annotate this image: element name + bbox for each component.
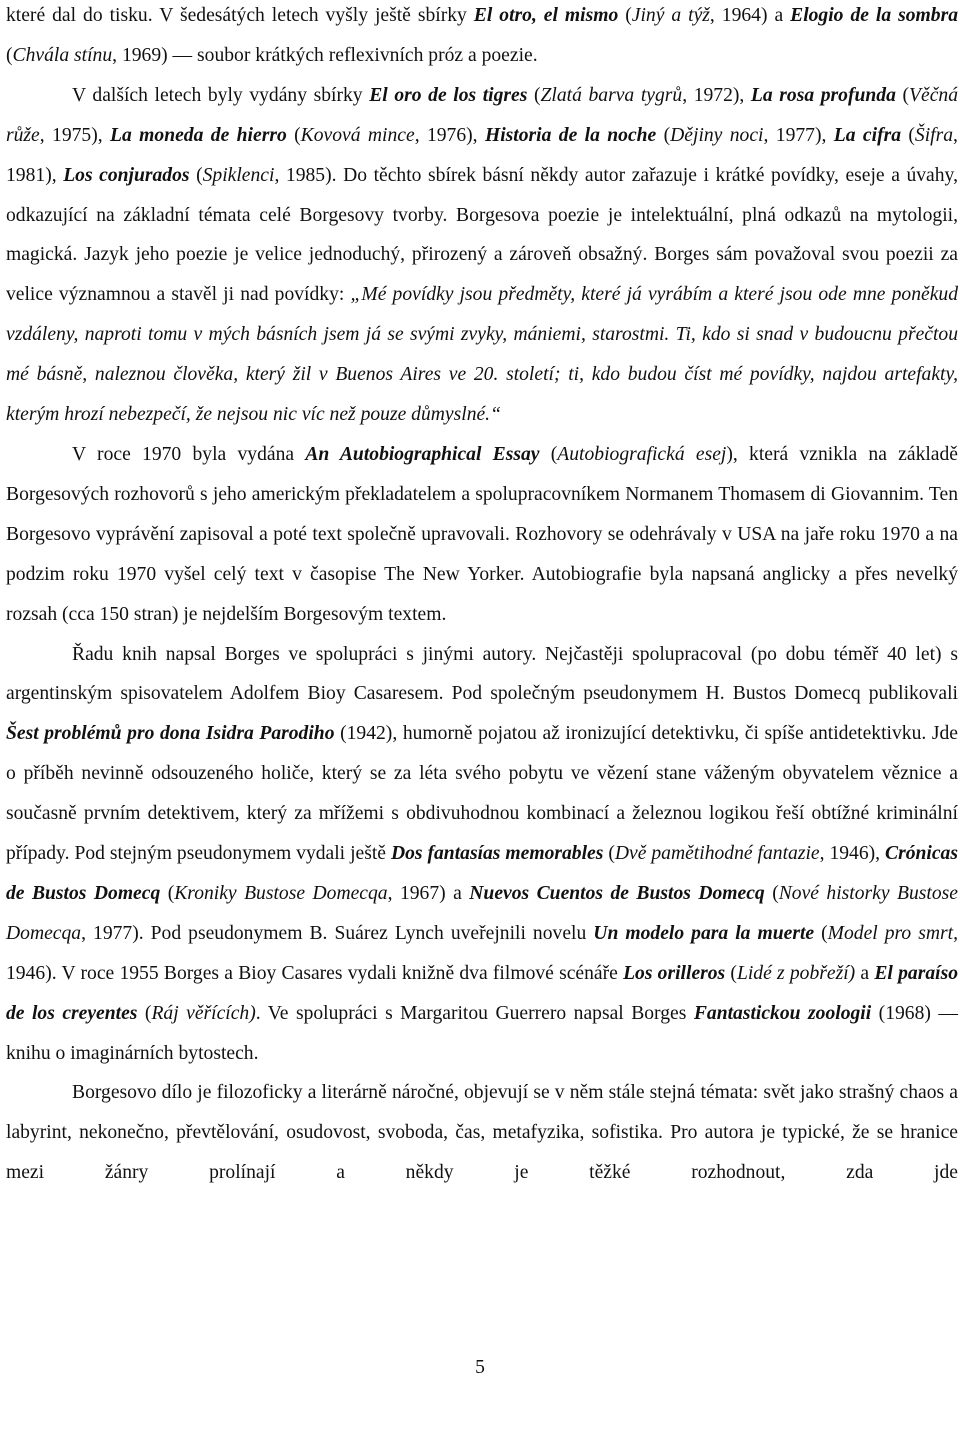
text-run: ( — [901, 124, 915, 146]
emphasized-title: „Mé povídky jsou předměty, které já vyrábím a které jsou ode mne poněkud vzdáleny, naproti tomu v mých básních jsem já se svými zvyky, mániemi, starostmi. Ti, kdo si snad v budoucnu přečtou mé básně, naleznou člověka, který žil v Buenos Aires ve 20. století; ti, kdo budou číst mé povídky, najdou artefakty, kterým hrozí nebezpečí, že nejsou nic víc než pouze důmyslné.“ — [6, 284, 958, 426]
emphasized-title: Elogio de la sombra — [790, 5, 958, 26]
emphasized-title: El oro de los tigres — [369, 84, 528, 106]
paragraph-5 — [6, 1073, 958, 1193]
emphasized-title: El otro, el mismo — [473, 5, 619, 26]
emphasized-title: An Autobiographical Essay — [305, 443, 540, 465]
text-run: (1968) — knihu o imaginárních bytostech. — [6, 1002, 958, 1064]
text-run: ), která vznikla na základě Borgesových rozhovorů s jeho americkým překladatelem a spolupracovníkem Normanem Thomasem di Giovannim. Ten Borgesovo vyprávění zapisoval a poté text společně upravovali. Rozhovory se odehrávaly v USA na jaře roku 1970 a na podzim roku 1970 vyšel celý text v časopise The New Yorker. Autobiografie byla napsaná anglicky a přes nevelký rozsah (cca 150 stran) je nejdelším Borgesovým textem. — [6, 443, 958, 625]
text-run: ( — [603, 843, 615, 865]
text-run: ( — [286, 124, 301, 146]
text-run: ( — [137, 1002, 152, 1024]
text-run: ( — [160, 882, 175, 904]
emphasized-title: Dějiny noci — [670, 124, 764, 146]
paragraph-2 — [6, 76, 958, 435]
emphasized-title: Los orilleros — [623, 962, 726, 984]
text-run: , 1981), — [6, 124, 958, 186]
emphasized-title: Model pro smrt, — [827, 922, 959, 944]
text-run: , 1976), — [414, 124, 485, 146]
emphasized-title: Chvála stínu — [12, 44, 113, 66]
text-run: V roce 1970 byla vydána — [72, 443, 306, 465]
text-run: , 1946), — [819, 843, 886, 865]
text-run: ( — [814, 922, 828, 944]
emphasized-title: Lidé z pobřeží) — [736, 962, 856, 984]
text-run: (1942), humorně pojatou až ironizující detektivku, či spíše antidetektivku. Jde o příběh nevinně odsouzeného holiče, který se za léta svého pobytu ve vězení stane váženým obyvatelem věznice a současně prvním detektivem, který za mřížemi s obdivuhodnou kombinací a železnou logikou řeší obtížné kriminální případy. Pod stejným pseudonymem vydali ještě — [6, 723, 958, 865]
text-run: ( — [725, 962, 737, 984]
text-run: , 1985). Do těchto sbírek básní někdy autor zařazuje i krátké povídky, eseje a úvahy, odkazující na základní témata celé Borgesovy tvorby. Borgesova poezie je intelektuální, plná odkazů na mytologii, magická. Jazyk jeho poezie je velice jednoduchý, přirozený a zároveň obsažný. Borges sám považoval svou poezii za velice významnou a stavěl ji nad povídky: — [6, 164, 958, 306]
text-run: ( — [6, 44, 13, 66]
paragraph-4 — [6, 635, 958, 1074]
emphasized-title: La rosa profunda — [750, 84, 896, 106]
emphasized-title: Kovová mince — [300, 124, 415, 146]
text-run: ( — [895, 84, 910, 106]
emphasized-title: Ráj věřících) — [151, 1002, 256, 1024]
emphasized-title: Dos fantasías memorables — [390, 843, 604, 865]
text-run: , 1969) — soubor krátkých reflexivních próz a poezie. — [112, 44, 538, 66]
emphasized-title: Zlatá barva tygrů — [540, 84, 683, 106]
text-run: ( — [764, 882, 779, 904]
emphasized-title: Un modelo para la muerte — [593, 922, 815, 944]
text-run: , 1964) a — [709, 5, 791, 26]
text-run: , 1977), — [763, 124, 834, 146]
emphasized-title: Fantastickou zoologii — [693, 1002, 872, 1024]
text-run: V dalších letech byly vydány sbírky — [72, 84, 370, 106]
text-run: ( — [527, 84, 541, 106]
emphasized-title: La moneda de hierro — [110, 124, 287, 146]
emphasized-title: Historia de la noche — [484, 124, 657, 146]
emphasized-title: Los conjurados — [63, 164, 190, 186]
text-run: Borgesovo dílo je filozoficky a literárně náročné, objevují se v něm stále stejná témata: svět jako strašný chaos a labyrint, nekonečno, převtělování, osudovost, svoboda, čas, metafyzika, sofistika. Pro autora je typické, že se hranice mezi žánry prolínají a někdy je těžké rozhodnout, zda jde — [6, 1082, 958, 1184]
page-number: 5 — [475, 1357, 485, 1378]
text-run: , 1972), — [682, 84, 751, 106]
text-run: 1946). V roce 1955 Borges a Bioy Casares vydali knižně dva filmové scénáře — [6, 962, 624, 984]
emphasized-title: El paraíso de los creyentes — [6, 962, 958, 1024]
text-run: Řadu knih napsal Borges ve spolupráci s jinými autory. Nejčastěji spolupracoval (po dobu téměř 40 let) s argentinským spisovatelem Adolfem Bioy Casaresem. Pod společným pseudonymem H. Bustos Domecq publikovali — [6, 643, 958, 705]
text-run: ( — [656, 124, 671, 146]
emphasized-title: Spiklenci — [202, 164, 275, 186]
paragraph-1 — [6, 0, 958, 76]
emphasized-title: Šifra — [914, 124, 954, 146]
text-run: ( — [539, 443, 558, 465]
text-run: a — [855, 962, 875, 984]
text-run: ( — [618, 5, 632, 26]
emphasized-title: La cifra — [833, 124, 902, 146]
text-run: , 1977). Pod pseudonymem B. Suárez Lynch uveřejnili novelu — [81, 922, 594, 944]
emphasized-title: Crónicas de Bustos Domecq — [6, 843, 958, 904]
text-run: ( — [189, 164, 203, 186]
text-run: , 1975), — [39, 124, 111, 146]
emphasized-title: Jiný a týž — [631, 5, 710, 26]
emphasized-title: Kroniky Bustose Domecqa — [174, 882, 388, 904]
text-run: které dal do tisku. V šedesátých letech vyšly ještě sbírky — [6, 5, 474, 26]
paragraph-3 — [6, 435, 958, 635]
emphasized-title: Nuevos Cuentos de Bustos Domecq — [469, 882, 765, 904]
text-run: . Ve spolupráci s Margaritou Guerrero napsal Borges — [255, 1002, 694, 1024]
document-page — [6, 0, 958, 1193]
text-run: , 1967) a — [387, 882, 470, 904]
emphasized-title: Věčná růže — [6, 84, 958, 146]
emphasized-title: Nové historky Bustose Domecqa — [6, 882, 958, 944]
emphasized-title: Šest problémů pro dona Isidra Parodiho — [6, 723, 335, 745]
emphasized-title: Autobiografická esej — [557, 443, 727, 465]
emphasized-title: Dvě pamětihodné fantazie — [614, 843, 820, 865]
